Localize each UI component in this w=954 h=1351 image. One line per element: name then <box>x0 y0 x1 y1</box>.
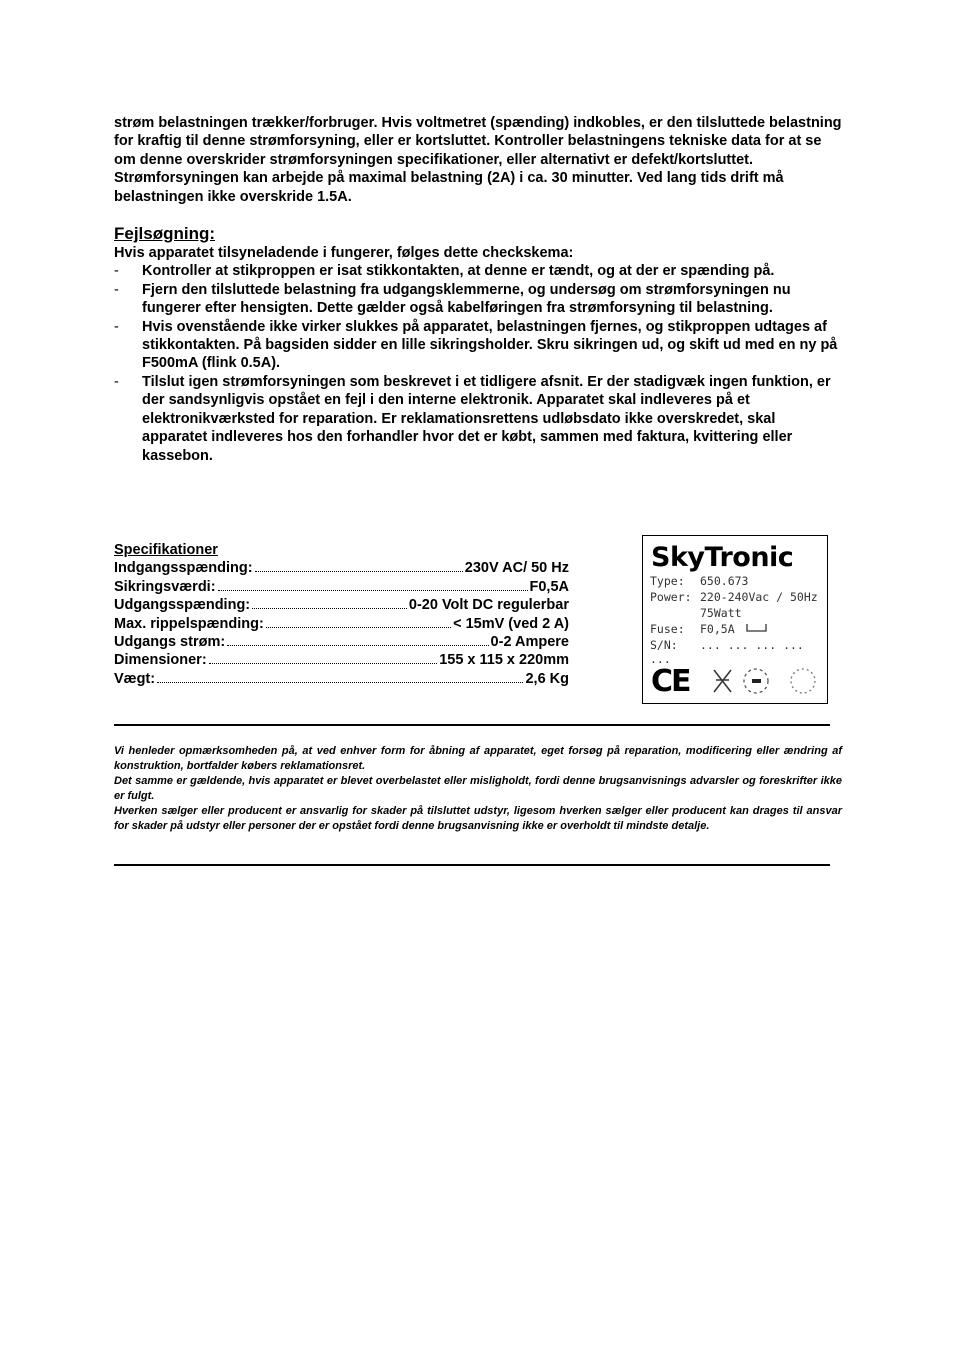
skytronic-logo: SkyTronic <box>651 542 794 573</box>
weee-icon <box>711 666 819 696</box>
dot-leader <box>157 670 523 683</box>
label-row-power: Power: 220-240Vac / 50Hz <box>650 590 818 604</box>
spec-value: < 15mV (ved 2 A) <box>453 615 569 632</box>
spec-value: 0-20 Volt DC regulerbar <box>408 597 569 614</box>
spec-value: 2,6 Kg <box>525 670 569 687</box>
spec-label: Max. rippelspænding: <box>114 615 264 632</box>
spec-row <box>114 633 569 651</box>
spec-value: 155 x 115 x 220mm <box>439 652 569 669</box>
label-row-fuse: Fuse: F0,5A <box>650 622 768 636</box>
disclaimer-paragraph: Hverken sælger eller producent er ansvarlig for skader på tilsluttet udstyr, ligesom hverken sælger eller producent kan drages til ansvar for skader på udstyr eller personer der er opstået fordi denne brugsanvisning ikke er overholdt til mindste detalje. <box>114 805 842 832</box>
spec-label: Dimensioner: <box>114 652 207 669</box>
spec-row <box>114 651 569 669</box>
spec-label: Sikringsværdi: <box>114 578 216 595</box>
specifications-section <box>114 541 842 716</box>
spec-value: 0-2 Ampere <box>490 634 569 651</box>
checklist-item: - Kontroller at stikproppen er isat stikkontakten, at denne er tændt, og at der er spænding på. <box>114 263 775 280</box>
specifications-list <box>114 541 569 688</box>
dot-leader <box>252 596 407 609</box>
dash-bullet: - <box>114 373 119 390</box>
spec-label: Udgangs strøm: <box>114 634 226 651</box>
dot-leader <box>266 615 451 628</box>
spec-row <box>114 670 569 688</box>
disclaimer-paragraph: Det samme er gældende, hvis apparatet er blevet overbelastet eller misligholdt, fordi denne brugsanvisnings advarsler og foreskrifter ikke er fulgt. <box>114 775 842 802</box>
ce-mark: CE <box>651 664 690 699</box>
label-symbols <box>711 666 819 700</box>
spec-row <box>114 615 569 633</box>
dot-leader <box>209 651 438 664</box>
label-row-wattage: 75Watt <box>700 606 742 620</box>
rating-label-image <box>642 535 828 704</box>
intro-paragraph: strøm belastningen trækker/forbruger. Hvis voltmetret (spænding) indkobles, er den tilsluttede belastning for kraftig til denne strømforsyning, eller er kortsluttet. Kontroller belastningens tekniske data for at se om denne overskrider strømforsyningen specifikationer, eller alternativt er defekt/kortsluttet. Strømforsyningen kan arbejde på maximal belastning (2A) i ca. 30 minutter. Ved lang tids drift må belastningen ikke overskride 1.5A. <box>114 115 842 205</box>
spec-row <box>114 596 569 614</box>
dash-bullet: - <box>114 263 119 280</box>
checklist-item: - Fjern den tilsluttede belastning fra udgangsklemmerne, og undersøg om strømforsyningen nu fungerer efter hensigten. Dette gælder også kabelføringen fra strømforsyning til belastning. <box>114 281 791 317</box>
dash-bullet: - <box>114 318 119 335</box>
checklist-item: - Tilslut igen strømforsyningen som beskrevet i et tidligere afsnit. Er der stadigvæk ingen funktion, er der sandsynligvis opstået en fejl i den interne elektronik. Apparatet skal indleveres på et elektronikværksted for reparation. Er reklamationsrettens udløbsdato ikke overskredet, skal apparatet indleveres hos den forhandler hvor det er købt, sammen med faktura, kvittering eller kassebon. <box>114 373 831 464</box>
dot-leader <box>218 578 528 591</box>
label-row-type: Type: 650.673 <box>650 574 749 588</box>
spec-label: Udgangsspænding: <box>114 597 251 614</box>
dot-leader <box>255 559 463 572</box>
manual-page <box>114 114 842 465</box>
troubleshooting-checklist <box>114 262 842 464</box>
troubleshooting-lead: Hvis apparatet tilsyneladende i fungerer, følges dette checkskema: <box>114 245 574 262</box>
label-row-serial: S/N: ... ... ... ... ... <box>650 638 804 666</box>
spec-row <box>114 578 569 596</box>
spec-label: Vægt: <box>114 670 156 687</box>
dash-bullet: - <box>114 281 119 298</box>
divider-top <box>114 724 830 726</box>
spec-value: 230V AC/ 50 Hz <box>464 560 569 577</box>
dot-leader <box>227 633 488 646</box>
spec-label: Indgangsspænding: <box>114 560 253 577</box>
spec-value: F0,5A <box>529 578 569 595</box>
disclaimer-paragraph: Vi henleder opmærksomheden på, at ved enhver form for åbning af apparatet, eget forsøg på reparation, modificering eller ændring af konstruktion, bortfalder købers reklamationsret. <box>114 745 842 772</box>
troubleshooting-title: Fejlsøgning: <box>114 224 216 244</box>
spec-row <box>114 559 569 577</box>
fuse-icon <box>746 623 768 633</box>
disclaimer <box>114 744 842 834</box>
divider-bottom <box>114 864 830 866</box>
specifications-title: Specifikationer <box>114 542 218 558</box>
checklist-item: - Hvis ovenstående ikke virker slukkes på apparatet, belastningen fjernes, og stikproppen udtages af stikkontakten. På bagsiden sidder en lille sikringsholder. Skru sikringen ud, og skift ud med en ny på F500mA (flink 0.5A). <box>114 318 838 372</box>
